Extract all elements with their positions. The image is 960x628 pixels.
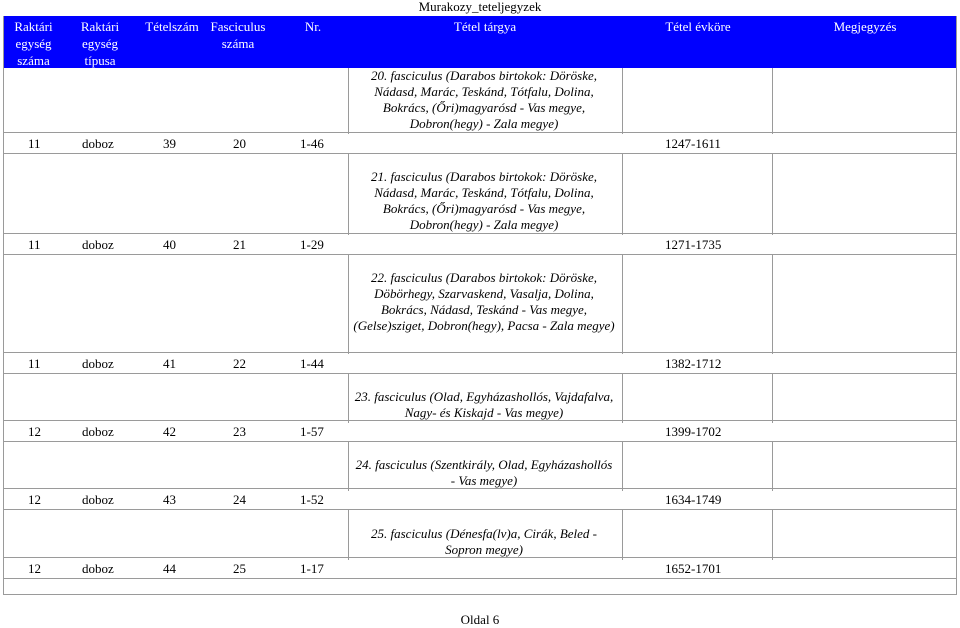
cell-item: 39 [163, 136, 176, 151]
description-line: Dobron(hegy) - Zala megye) [409, 116, 559, 131]
cell-fasc: 22 [233, 356, 246, 371]
table-bottom-border [3, 594, 957, 595]
column-header-tetelszam: Tételszám [145, 19, 199, 34]
row-divider [3, 441, 957, 442]
row-divider [3, 352, 957, 353]
cell-item: 43 [163, 492, 176, 507]
column-divider [348, 68, 349, 134]
row-divider [3, 132, 957, 133]
row-divider [3, 254, 957, 255]
column-divider [772, 509, 773, 560]
column-header-raktari-egyseg-szama: Raktári egység száma [14, 19, 53, 68]
row-divider [3, 373, 957, 374]
record-description [350, 457, 618, 489]
cell-unit: 11 [28, 136, 41, 151]
column-divider [348, 509, 349, 560]
description-line: 21. fasciculus (Darabos birtokok: Döröske, [370, 169, 598, 184]
description-line: Bokrács, Nádasd, Teskánd - Vas megye, [380, 302, 588, 317]
column-divider [772, 373, 773, 423]
cell-nr: 1-44 [300, 356, 324, 371]
cell-item: 41 [163, 356, 176, 371]
description-line: Dobron(hegy) - Zala megye) [409, 217, 559, 232]
record-description [350, 68, 618, 132]
cell-type: doboz [82, 237, 114, 252]
cell-type: doboz [82, 561, 114, 576]
description-line: Döbörhegy, Szarvaskend, Vasalja, Dolina, [374, 286, 594, 301]
record-description [350, 169, 618, 233]
cell-item: 40 [163, 237, 176, 252]
description-line: 25. fasciculus (Dénesfa(lv)a, Cirák, Beled - [371, 526, 597, 541]
row-divider [3, 233, 957, 234]
record-description [350, 270, 618, 334]
column-divider [622, 441, 623, 491]
column-divider [622, 68, 623, 134]
cell-years: 1271-1735 [665, 237, 722, 252]
cell-nr: 1-29 [300, 237, 324, 252]
page-number: Oldal 6 [460, 612, 500, 627]
cell-fasc: 25 [233, 561, 246, 576]
cell-years: 1652-1701 [665, 561, 722, 576]
cell-unit: 12 [28, 424, 41, 439]
column-header-tetel-targya: Tétel tárgya [453, 19, 517, 34]
cell-type: doboz [82, 356, 114, 371]
description-line: Nagy- és Kiskajd - Vas megye) [404, 405, 564, 420]
column-divider [348, 254, 349, 354]
column-divider [622, 509, 623, 560]
cell-nr: 1-57 [300, 424, 324, 439]
column-divider [772, 153, 773, 235]
column-header-megjegyzes: Megjegyzés [833, 19, 897, 34]
cell-unit: 12 [28, 492, 41, 507]
cell-fasc: 21 [233, 237, 246, 252]
row-divider [3, 153, 957, 154]
column-header-tetel-evkore: Tétel évköre [665, 19, 731, 34]
document-title: Murakozy_teteljegyzek [418, 0, 542, 14]
cell-years: 1399-1702 [665, 424, 722, 439]
row-divider [3, 509, 957, 510]
record-description [350, 389, 618, 421]
column-divider [348, 441, 349, 491]
cell-type: doboz [82, 424, 114, 439]
column-divider [772, 254, 773, 354]
description-line: - Vas megye) [450, 473, 518, 488]
description-line: (Gelse)sziget, Dobron(hegy), Pacsa - Zala megye) [353, 318, 615, 333]
column-divider [348, 373, 349, 423]
cell-unit: 12 [28, 561, 41, 576]
cell-unit: 11 [28, 356, 41, 371]
column-divider [772, 68, 773, 134]
cell-item: 42 [163, 424, 176, 439]
cell-fasc: 24 [233, 492, 246, 507]
cell-fasc: 23 [233, 424, 246, 439]
description-line: Bokrács, (Őri)magyarósd - Vas megye, [382, 100, 586, 115]
cell-fasc: 20 [233, 136, 246, 151]
description-line: 23. fasciculus (Olad, Egyházashollós, Vajdafalva, [354, 389, 614, 404]
table-right-border [956, 16, 957, 594]
column-header-nr: Nr. [304, 19, 322, 34]
column-header-raktari-egyseg-tipusa: Raktári egység típusa [80, 19, 120, 68]
cell-years: 1382-1712 [665, 356, 722, 371]
cell-type: doboz [82, 136, 114, 151]
cell-years: 1247-1611 [665, 136, 721, 151]
description-line: 20. fasciculus (Darabos birtokok: Döröske, [370, 68, 598, 83]
column-divider [622, 254, 623, 354]
cell-nr: 1-17 [300, 561, 324, 576]
column-divider [622, 373, 623, 423]
cell-unit: 11 [28, 237, 41, 252]
table-left-border [3, 16, 4, 594]
cell-type: doboz [82, 492, 114, 507]
column-divider [772, 441, 773, 491]
cell-nr: 1-52 [300, 492, 324, 507]
record-description [350, 526, 618, 558]
row-divider [3, 578, 957, 579]
cell-nr: 1-46 [300, 136, 324, 151]
description-line: 24. fasciculus (Szentkirály, Olad, Egyházashollós [355, 457, 613, 472]
description-line: Sopron megye) [445, 542, 523, 557]
cell-years: 1634-1749 [665, 492, 722, 507]
column-divider [622, 153, 623, 235]
description-line: 22. fasciculus (Darabos birtokok: Döröske, [370, 270, 598, 285]
description-line: Nádasd, Marác, Teskánd, Tótfalu, Dolina, [374, 185, 594, 200]
cell-item: 44 [163, 561, 176, 576]
description-line: Bokrács, (Őri)magyarósd - Vas megye, [382, 201, 586, 216]
description-line: Nádasd, Marác, Teskánd, Tótfalu, Dolina, [374, 84, 594, 99]
column-header-fasciculus-szama: Fasciculus száma [210, 19, 266, 51]
column-divider [348, 153, 349, 235]
